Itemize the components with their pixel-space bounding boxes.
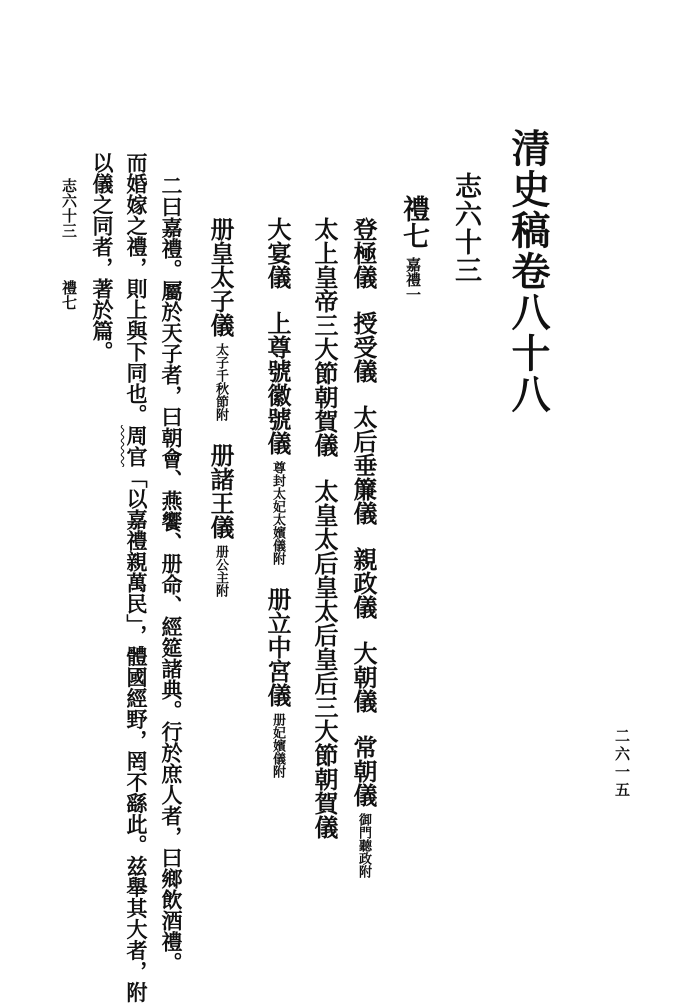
toc-note: 册公主附	[213, 545, 228, 597]
toc-note: 御門聽政附	[356, 813, 371, 878]
toc-column-3	[263, 217, 292, 778]
chapter-name: 禮七	[398, 195, 429, 249]
toc-note: 册妃嬪儀附	[270, 713, 285, 778]
toc-note: 太子千秋節附	[213, 343, 228, 421]
book-title-mark: 周官	[124, 425, 149, 467]
toc-item: 册皇太子儀	[206, 217, 235, 337]
paragraph-text: 而婚嫁之禮，則上與下同也。	[124, 152, 149, 425]
chapter-heading	[400, 195, 427, 302]
running-head	[61, 178, 76, 310]
section-heading: 志六十三	[450, 172, 481, 284]
toc-note: 尊封太妃太嬪儀附	[270, 461, 285, 565]
page-number: 二六一五	[613, 728, 631, 800]
toc-item: 大朝儀	[349, 641, 378, 713]
toc-column-2	[310, 217, 339, 839]
toc-item: 册諸王儀	[206, 443, 235, 539]
toc-item: 太皇太后皇太后皇后三大節朝賀儀	[310, 479, 339, 839]
toc-item: 登極儀	[349, 217, 378, 289]
toc-item: 親政儀	[349, 547, 378, 619]
toc-item: 大宴儀	[263, 217, 292, 289]
running-head-chapter: 禮七	[60, 280, 78, 310]
toc-item: 授受儀	[349, 311, 378, 383]
paragraph-line-1: 二曰嘉禮。屬於天子者，曰朝會、燕饗、册命、經筵諸典。行於庶人者，曰鄉飲酒禮。	[159, 175, 184, 973]
toc-item: 太上皇帝三大節朝賀儀	[310, 217, 339, 457]
running-head-section: 志六十三	[60, 178, 78, 238]
chapter-subtitle: 嘉禮一	[404, 257, 422, 302]
toc-item: 册立中宮儀	[263, 587, 292, 707]
toc-item: 常朝儀	[349, 735, 378, 807]
toc-item: 上尊號徽號儀	[263, 311, 292, 455]
toc-column-1	[349, 217, 378, 878]
toc-column-4	[206, 217, 235, 597]
paragraph-line-3: 以儀之同者，著於篇。	[90, 152, 115, 362]
paragraph-line-2	[126, 152, 147, 1003]
toc-item: 太后垂簾儀	[349, 405, 378, 525]
volume-title: 清史稿卷八十八	[505, 128, 551, 415]
paragraph-text: 「以嘉禮親萬民」，體國經野，罔不繇此。兹舉其大者，附	[124, 467, 149, 1003]
